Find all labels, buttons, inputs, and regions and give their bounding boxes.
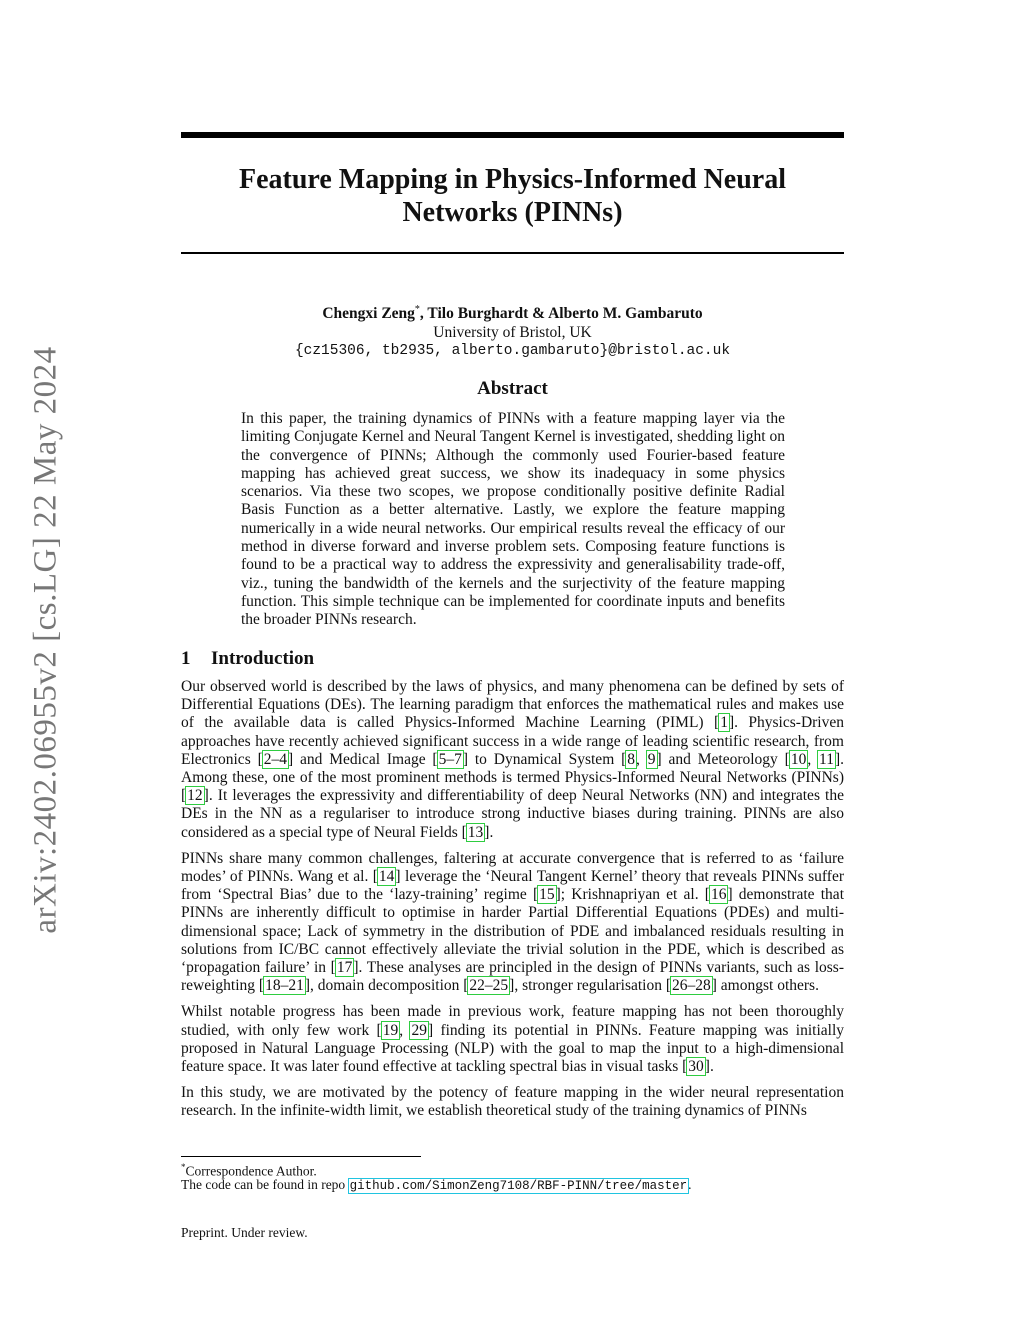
paragraph-text: Whilst notable progress has been made in previous work, feature mapping has not been thoroughly studied, with only few work [ <box>181 1003 844 1039</box>
paragraph-text: ]. These analyses are principled in the design of PINNs variants, such as loss-reweighting [ <box>181 959 845 995</box>
citation-link[interactable]: 14 <box>378 868 395 886</box>
citation-link[interactable]: 30 <box>688 1058 704 1076</box>
paragraph-text: ] amongst others. <box>711 977 819 995</box>
footnote-code-prefix: The code can be found in repo <box>181 1177 349 1192</box>
paragraph-text: ] and Meteorology [ <box>656 750 790 768</box>
paragraph-text: ]. <box>704 1058 714 1076</box>
paragraph-text: Our observed world is described by the laws of physics, and many phenomena can be defined by sets of Differential Equations (DEs). The learning paradigm that enforces the mathematical rules and makes use of the available data is called Physics-Informed Machine Learning (PIML) [ <box>181 678 844 732</box>
section-title: Introduction <box>211 648 315 669</box>
title-top-rule <box>181 132 844 138</box>
affiliation: University of Bristol, UK <box>433 324 592 342</box>
citation-link[interactable]: 16 <box>710 886 727 904</box>
abstract-heading: Abstract <box>477 378 548 399</box>
citation-link[interactable]: 17 <box>336 959 353 977</box>
title-line-2: Networks (PINNs) <box>402 197 623 228</box>
author-names <box>181 300 844 323</box>
footnote-code-suffix: . <box>688 1177 692 1192</box>
citation-link[interactable]: 22–25 <box>469 977 509 995</box>
correspondence-mark: * <box>414 304 420 315</box>
paragraph-text: ] and Medical Image [ <box>287 750 438 768</box>
paragraph-text: ]. Among these, one of the most prominent methods is termed Physics-Informed Neural Networks (PINNs) [ <box>181 750 845 805</box>
citation-link[interactable]: 18–21 <box>265 977 304 995</box>
first-author: Chengxi Zeng <box>322 305 415 323</box>
body-paragraph <box>181 1003 844 1076</box>
paragraph-text: , <box>807 750 819 768</box>
citation-link[interactable]: 13 <box>467 823 484 841</box>
other-authors: , Tilo Burghardt & Alberto M. Gambaruto <box>419 305 703 323</box>
body-paragraph <box>181 850 844 996</box>
body-paragraph <box>181 678 844 842</box>
paragraph-text: ] finding its potential in PINNs. Feature mapping was initially proposed in Natural Language Processing (NLP) with the goal to map the input to a high-dimensional feature space. It was later found effective at tackling spectral bias in visual tasks [ <box>181 1021 844 1076</box>
paragraph-text: PINNs share many common challenges, faltering at accurate convergence that is referred to as ‘failure modes’ of PINNs. Wang et al. [ <box>181 849 844 886</box>
code-repo-link[interactable]: github.com/SimonZeng7108/RBF-PINN/tree/master <box>349 1179 688 1193</box>
footnote-rule <box>181 1156 421 1157</box>
paragraph-text: ], domain decomposition [ <box>304 977 469 995</box>
paragraph-text: ] leverage the ‘Neural Tangent Kernel’ theory that reveals PINNs suffer from ‘Spectral Bias’ due to the ‘lazy-training’ regime [ <box>181 868 844 904</box>
paragraph-text: , <box>399 1021 411 1039</box>
title-line-1: Feature Mapping in Physics-Informed Neural <box>238 164 787 195</box>
citation-link[interactable]: 5–7 <box>438 750 462 768</box>
citation-link[interactable]: 1 <box>720 714 728 732</box>
footnote-mark: * <box>181 1162 186 1172</box>
paragraph-text: ]. Physics-Driven approaches have recently achieved significant success in a wide range of leading scientific research, from Electronics [ <box>181 714 844 768</box>
citation-link[interactable]: 8 <box>627 750 636 768</box>
paragraph-text: ] demonstrate that PINNs are inherently difficult to optimise in harder Partial Differential Equations (PDEs) and multi-dimensional space; Lack of symmetry in the distribution of PDE and imbalanced residuals resulting in solutions from IC/BC cannot effectively alleviate the trivial solution in the PDE, which is described as ‘propagation failure’ in [ <box>181 886 844 977</box>
paragraph-text: ]; Krishnapriyan et al. [ <box>555 886 710 904</box>
section-heading-introduction <box>181 648 314 670</box>
body-paragraph <box>181 1084 844 1120</box>
author-emails: {cz15306, tb2935, alberto.gambaruto}@bristol.ac.uk <box>294 343 731 360</box>
paragraph-text: ] to Dynamical System [ <box>462 750 627 768</box>
footnote-correspondence-text: Correspondence Author. <box>185 1163 317 1179</box>
citation-link[interactable]: 11 <box>819 750 834 768</box>
citation-link[interactable]: 12 <box>187 787 203 805</box>
paragraph-text: ], stronger regularisation [ <box>509 977 672 995</box>
citation-link[interactable]: 15 <box>539 886 555 904</box>
citation-link[interactable]: 10 <box>790 750 807 768</box>
title-bottom-rule <box>181 252 844 254</box>
citation-link[interactable]: 29 <box>411 1021 427 1039</box>
citation-link[interactable]: 19 <box>382 1021 399 1039</box>
paragraph-text: ]. <box>484 823 494 841</box>
arxiv-identifier-stamp: arXiv:2402.06955v2 [cs.LG] 22 May 2024 <box>27 346 64 934</box>
citation-link[interactable]: 26–28 <box>672 977 711 995</box>
paragraph-text: In this study, we are motivated by the potency of feature mapping in the wider neural representation research. In the infinite-width limit, we establish theoretical study of the training dynamics of PINNs <box>181 1084 844 1120</box>
introduction-body <box>181 678 844 1129</box>
author-block <box>181 300 844 361</box>
section-number: 1 <box>181 648 191 669</box>
citation-link[interactable]: 2–4 <box>263 750 287 768</box>
citation-link[interactable]: 9 <box>647 750 656 768</box>
preprint-note: Preprint. Under review. <box>181 1225 308 1240</box>
abstract-text: In this paper, the training dynamics of PINNs with a feature mapping layer via the limiting Conjugate Kernel and Neural Tangent Kernel is investigated, shedding light on the convergence of PINNs; Although the commonly used Fourier-based feature mapping has achieved great success, we show its inadequacy in some physics scenarios. Via these two scopes, we propose conditionally positive definite Radial Basis Function as a better alternative. Lastly, we explore the feature mapping numerically in a wide neural networks. Our empirical results reveal the efficacy of our method in diverse forward and inverse problem sets. Composing feature functions is found to be a practical way to address the expressivity and generalisability trade-off, viz., tuning the bandwidth of the kernels and the surjectivity of the feature mapping function. This simple technique can be implemented for coordinate inputs and benefits the broader PINNs research. <box>241 410 785 629</box>
footnote-code <box>181 1176 844 1195</box>
paper-title <box>181 163 844 229</box>
paragraph-text: , <box>636 750 647 768</box>
paragraph-text: ]. It leverages the expressivity and differentiability of deep Neural Networks (NN) and integrates the DEs in the NN as a regulariser to introduce strong inductive biases during training. PINNs are also considered as a special type of Neural Fields [ <box>181 787 844 841</box>
